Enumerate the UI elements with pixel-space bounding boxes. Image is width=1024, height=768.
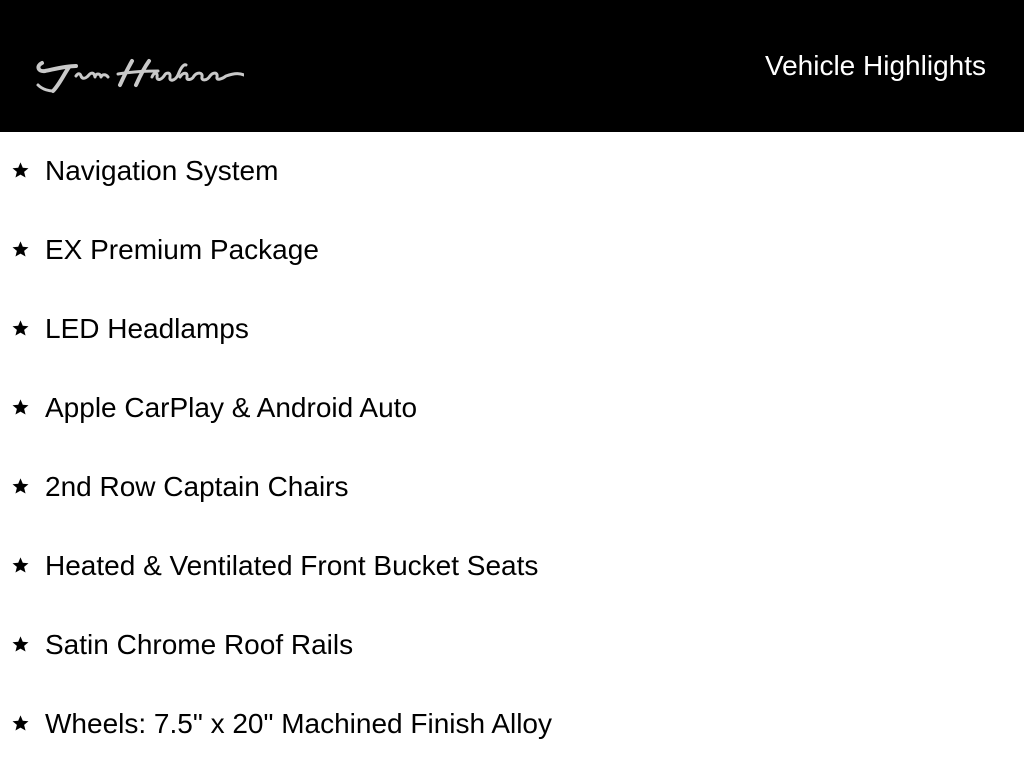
star-icon xyxy=(11,240,30,259)
highlight-label: EX Premium Package xyxy=(45,234,319,265)
star-icon xyxy=(11,635,30,654)
highlight-label: LED Headlamps xyxy=(45,313,249,344)
highlight-item xyxy=(0,290,1024,369)
highlight-label: 2nd Row Captain Chairs xyxy=(45,471,349,502)
page-header xyxy=(0,0,1024,132)
highlight-item xyxy=(0,448,1024,527)
highlight-item xyxy=(0,527,1024,606)
highlight-item xyxy=(0,606,1024,685)
highlight-label: Apple CarPlay & Android Auto xyxy=(45,392,418,423)
jim-hudson-logo xyxy=(20,48,244,98)
star-icon xyxy=(11,714,30,733)
page-title: Vehicle Highlights xyxy=(764,50,986,81)
highlight-label: Satin Chrome Roof Rails xyxy=(45,629,354,660)
highlight-item xyxy=(0,132,1024,211)
star-icon xyxy=(11,398,30,417)
highlight-label: Wheels: 7.5" x 20" Machined Finish Alloy xyxy=(45,708,553,739)
highlight-label: Heated & Ventilated Front Bucket Seats xyxy=(45,550,539,581)
star-icon xyxy=(11,556,30,575)
highlight-item xyxy=(0,211,1024,290)
vehicle-highlights-list xyxy=(0,132,1024,764)
highlight-item xyxy=(0,685,1024,764)
star-icon xyxy=(11,477,30,496)
star-icon xyxy=(11,319,30,338)
highlight-item xyxy=(0,369,1024,448)
highlight-label: Navigation System xyxy=(45,155,279,186)
star-icon xyxy=(11,161,30,180)
